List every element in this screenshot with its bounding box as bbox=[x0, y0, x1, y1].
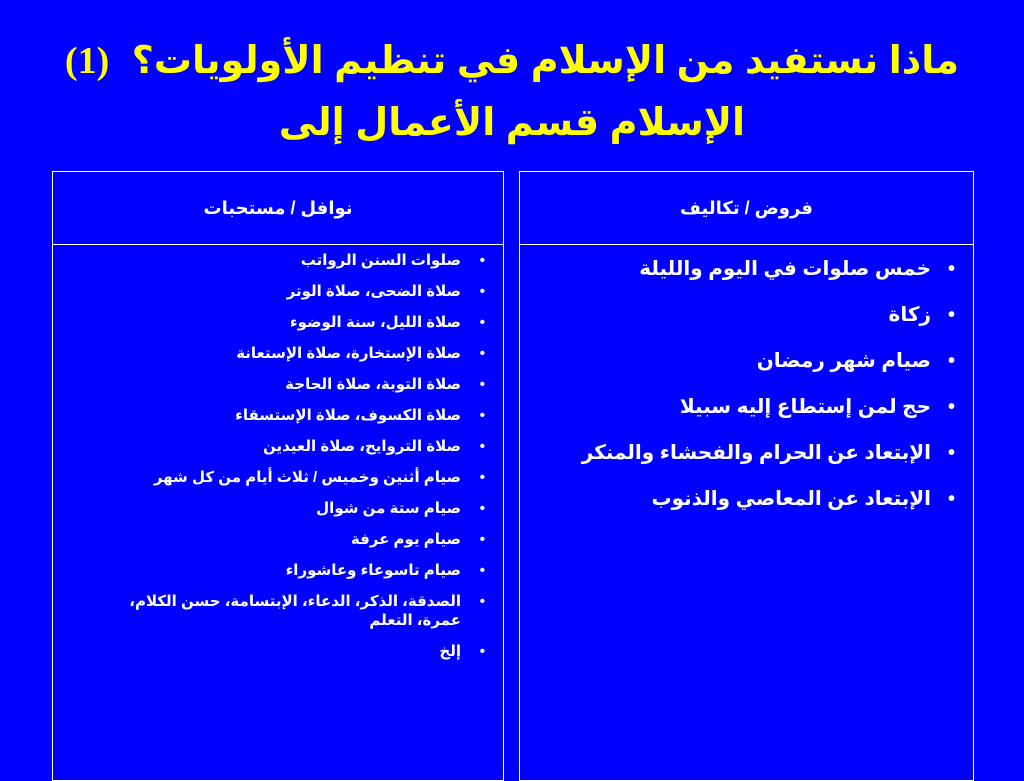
list-item-text: صيام أثنين وخميس / ثلاث أيام من كل شهر bbox=[153, 469, 461, 486]
bullet-icon: • bbox=[947, 304, 955, 326]
list-item bbox=[83, 530, 485, 549]
bullet-icon: • bbox=[479, 562, 485, 579]
list-item bbox=[83, 561, 485, 580]
list-item-text: خمس صلوات في اليوم والليلة bbox=[639, 258, 931, 280]
slide-title-line-2: الإسلام قسم الأعمال إلى bbox=[278, 102, 746, 144]
bullet-icon: • bbox=[479, 438, 485, 455]
list-item bbox=[83, 468, 485, 487]
list-item bbox=[550, 393, 955, 421]
bullet-icon: • bbox=[947, 396, 955, 418]
list-item bbox=[83, 437, 485, 456]
obligations-list bbox=[520, 245, 973, 513]
bullet-icon: • bbox=[947, 258, 955, 280]
bullet-icon: • bbox=[479, 252, 485, 269]
slide-title-number: (1) bbox=[64, 40, 110, 82]
list-item-text: صيام يوم عرفة bbox=[350, 531, 461, 548]
list-item bbox=[550, 255, 955, 283]
list-item bbox=[83, 499, 485, 518]
bullet-icon: • bbox=[479, 643, 485, 660]
list-item bbox=[550, 439, 955, 467]
bullet-icon: • bbox=[947, 350, 955, 372]
list-item bbox=[550, 347, 955, 375]
supererogatory-header: نوافل / مستحبات bbox=[53, 172, 503, 245]
list-item-text: صلاة الليل، سنة الوضوء bbox=[289, 314, 461, 331]
bullet-icon: • bbox=[947, 442, 955, 464]
list-item-text: صلاة التوبة، صلاة الحاجة bbox=[285, 376, 461, 393]
bullet-icon: • bbox=[479, 500, 485, 517]
list-item bbox=[550, 301, 955, 329]
bullet-icon: • bbox=[479, 407, 485, 424]
obligations-header: فروض / تكاليف bbox=[520, 172, 973, 245]
list-item-text: صيام تاسوعاء وعاشوراء bbox=[285, 562, 461, 579]
bullet-icon: • bbox=[479, 345, 485, 362]
obligations-panel bbox=[519, 171, 974, 781]
list-item-text: زكاة bbox=[888, 304, 931, 326]
supererogatory-list bbox=[53, 245, 503, 661]
bullet-icon: • bbox=[479, 314, 485, 331]
list-item-text: الإبتعاد عن الحرام والفحشاء والمنكر bbox=[581, 442, 931, 464]
list-item bbox=[83, 375, 485, 394]
list-item bbox=[83, 282, 485, 301]
list-item-text: الإبتعاد عن المعاصي والذنوب bbox=[651, 488, 931, 510]
slide-title-line-1 bbox=[40, 42, 984, 80]
list-item bbox=[83, 344, 485, 363]
bullet-icon: • bbox=[479, 283, 485, 300]
list-item-text: صلاة الضحى، صلاة الوتر bbox=[286, 283, 461, 300]
list-item bbox=[83, 592, 485, 630]
list-item bbox=[83, 642, 485, 661]
list-item-text: صلاة التروايح، صلاة العيدين bbox=[263, 438, 461, 455]
list-item-text: الصدقة، الذكر، الدعاء، الإبتسامة، حسن الكلام، عمرة، التعلم bbox=[129, 593, 461, 629]
list-item bbox=[83, 251, 485, 270]
bullet-icon: • bbox=[947, 488, 955, 510]
supererogatory-panel bbox=[52, 171, 504, 781]
list-item-text: حج لمن إستطاع إليه سبيلا bbox=[679, 396, 931, 418]
slide-title-text: ماذا نستفيد من الإسلام في تنظيم الأولويات؟ bbox=[131, 40, 960, 82]
bullet-icon: • bbox=[479, 531, 485, 548]
bullet-icon: • bbox=[479, 469, 485, 486]
list-item bbox=[83, 313, 485, 332]
list-item-text: إلخ bbox=[439, 643, 461, 660]
list-item bbox=[550, 485, 955, 513]
list-item-text: صيام شهر رمضان bbox=[756, 350, 931, 372]
bullet-icon: • bbox=[479, 593, 485, 610]
list-item bbox=[83, 406, 485, 425]
list-item-text: صلاة الكسوف، صلاة الإستسقاء bbox=[235, 407, 461, 424]
list-item-text: صلاة الإستخارة، صلاة الإستعانة bbox=[236, 345, 461, 362]
list-item-text: صيام ستة من شوال bbox=[316, 500, 461, 517]
bullet-icon: • bbox=[479, 376, 485, 393]
list-item-text: صلوات السنن الرواتب bbox=[300, 252, 461, 269]
